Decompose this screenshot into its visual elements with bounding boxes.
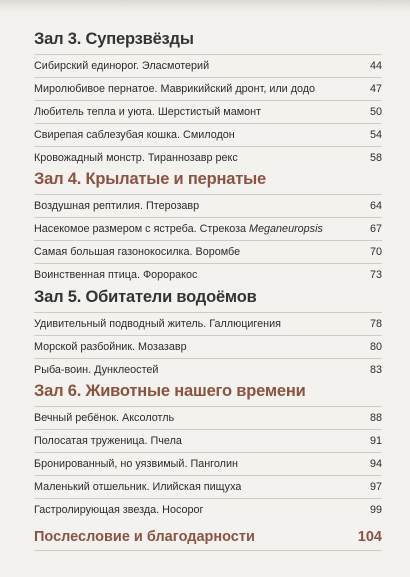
section-title: Зал 3. Суперзвёзды: [34, 30, 194, 48]
entry-title: Кровожадный монстр. Тираннозавр рекс: [34, 152, 238, 164]
toc-entry[interactable]: [34, 335, 382, 358]
toc-section-4: [34, 169, 382, 286]
toc-entry[interactable]: [34, 240, 382, 263]
toc-entry[interactable]: [34, 54, 382, 77]
toc-entry[interactable]: [34, 475, 382, 498]
afterword-divider: [34, 550, 382, 551]
toc-entry[interactable]: [34, 194, 382, 217]
entry-title: Рыба-воин. Дунклеостей: [34, 364, 159, 376]
entry-page: 83: [369, 364, 382, 376]
entry-page: 99: [369, 504, 382, 516]
entry-page: 91: [369, 435, 382, 447]
entry-page: 78: [369, 318, 382, 330]
entry-title: Маленький отшельник. Илийская пищуха: [34, 481, 242, 493]
toc-entry[interactable]: [34, 406, 382, 429]
toc-section-5: [34, 287, 382, 381]
toc-entry[interactable]: [34, 263, 382, 286]
entry-page: 70: [369, 246, 382, 258]
entry-title: Удивительный подводный житель. Галлюцигения: [34, 318, 281, 330]
entry-page: 64: [369, 200, 382, 212]
toc-entry[interactable]: [34, 452, 382, 475]
entry-page: 50: [369, 106, 382, 118]
entry-page: 58: [369, 152, 382, 164]
toc-entry[interactable]: [34, 498, 382, 521]
entry-title: Воздушная рептилия. Птерозавр: [34, 200, 200, 212]
entry-page: 67: [369, 223, 382, 235]
toc-section-3: [34, 29, 382, 169]
entry-title: Самая большая газонокосилка. Воромбе: [34, 246, 241, 258]
entry-title: Миролюбивое пернатое. Маврикийский дронт, или додо: [34, 83, 316, 95]
entry-title: Вечный ребёнок. Аксолотль: [34, 412, 175, 424]
entry-page: 44: [369, 60, 382, 72]
entry-title-latin: Meganeuropsis: [249, 223, 323, 235]
toc-entry[interactable]: [34, 312, 382, 335]
entry-title: Воинственная птица. Фороракос: [34, 269, 198, 281]
entry-title: Любитель тепла и уюта. Шерстистый мамонт: [34, 106, 262, 118]
section-title: Зал 5. Обитатели водоёмов: [34, 288, 257, 306]
entry-title: Гастролирующая звезда. Носорог: [34, 504, 204, 516]
entry-page: 94: [369, 458, 382, 470]
entry-page: 47: [369, 83, 382, 95]
entry-page: 88: [369, 412, 382, 424]
toc-afterword[interactable]: [34, 526, 382, 548]
toc-entry[interactable]: [34, 123, 382, 146]
entry-title: Бронированный, но уязвимый. Панголин: [34, 458, 238, 470]
entry-page: 54: [369, 129, 382, 141]
toc-entry[interactable]: [34, 100, 382, 123]
section-title: Зал 4. Крылатые и пернатые: [34, 170, 266, 188]
entry-title: Свирепая саблезубая кошка. Смилодон: [34, 129, 235, 141]
entry-title: Сибирский единорог. Эласмотерий: [34, 60, 210, 72]
entry-page: 97: [369, 481, 382, 493]
entry-page: 80: [369, 341, 382, 353]
entry-title: Морской разбойник. Мозазавр: [34, 341, 187, 353]
toc-entry[interactable]: [34, 358, 382, 381]
toc-entry[interactable]: [34, 77, 382, 100]
entry-page: 73: [369, 269, 382, 281]
toc-section-6: [34, 381, 382, 521]
afterword-page: 104: [357, 529, 382, 545]
entry-title: [34, 223, 323, 235]
toc-entry[interactable]: [34, 146, 382, 169]
entry-title: Полосатая труженица. Пчела: [34, 435, 182, 447]
entry-title-text: Насекомое размером с ястреба. Стрекоза: [34, 223, 250, 235]
toc-entry[interactable]: [34, 429, 382, 452]
toc-entry[interactable]: [34, 217, 382, 240]
section-title: Зал 6. Животные нашего времени: [34, 382, 306, 400]
afterword-title: Послесловие и благодарности: [34, 529, 255, 545]
